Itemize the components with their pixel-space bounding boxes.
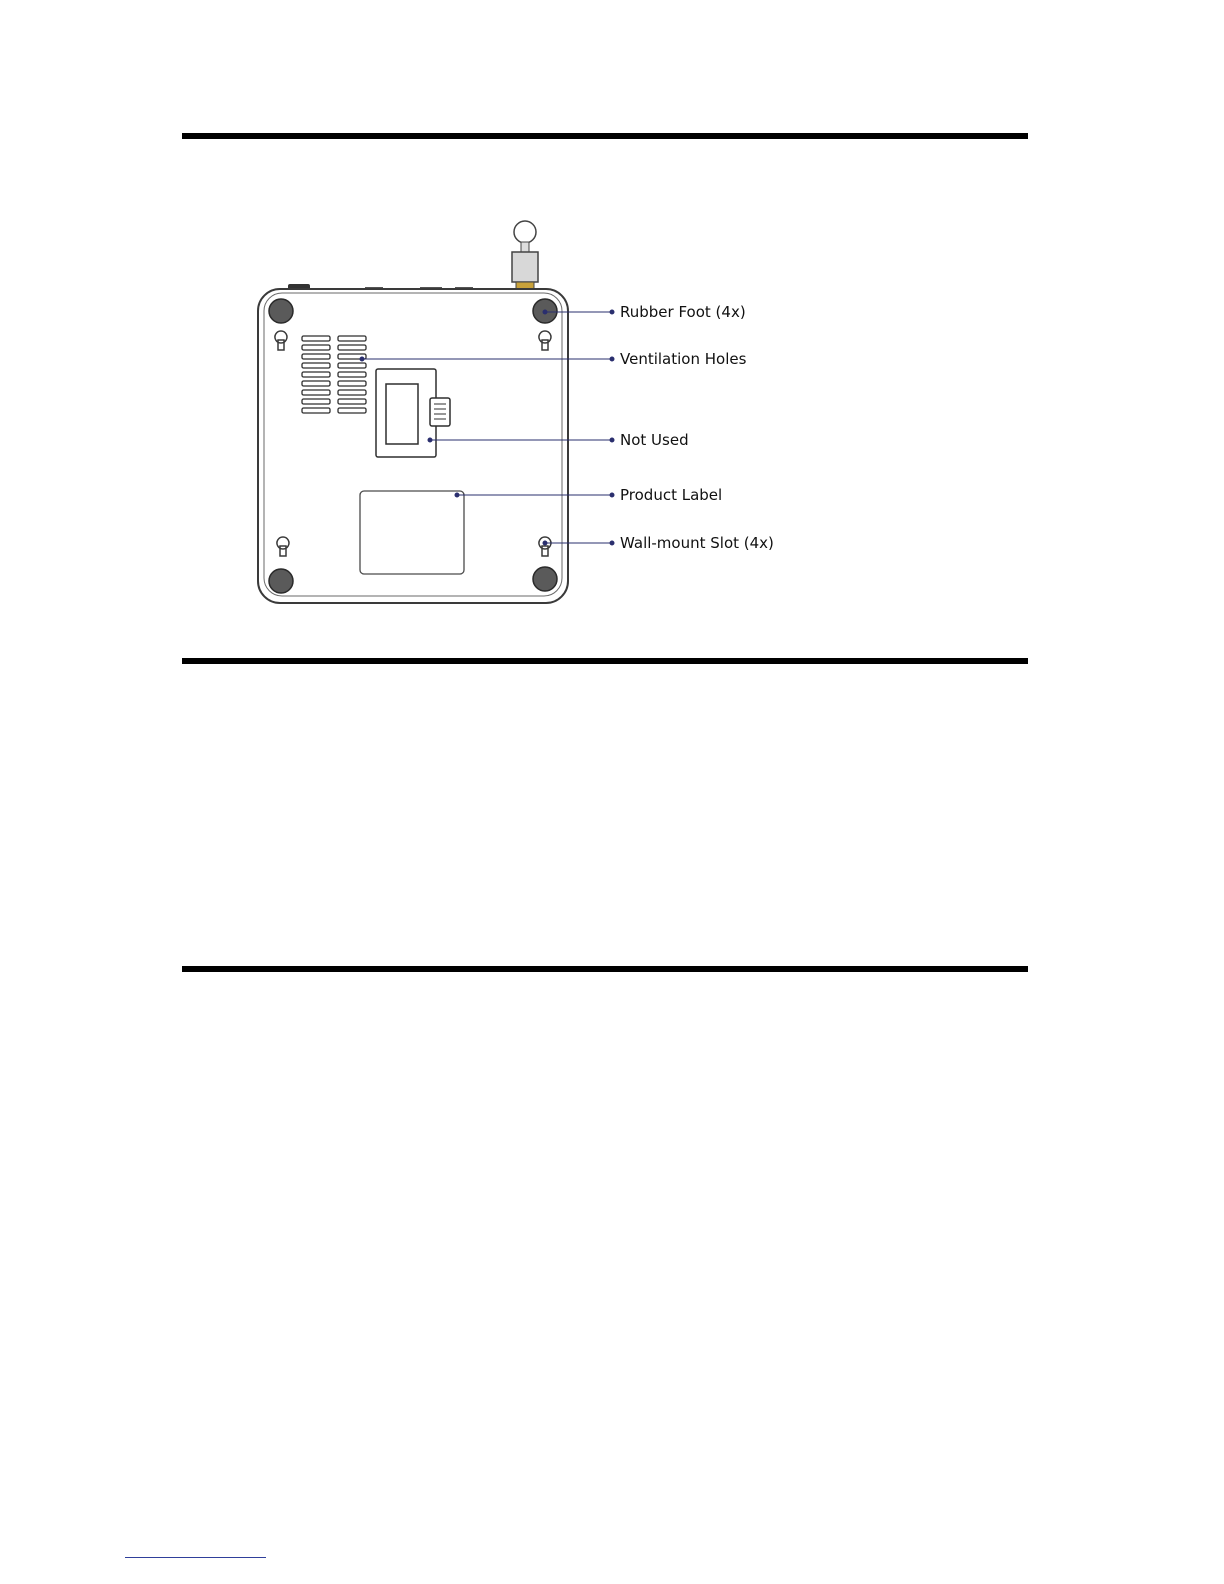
antenna <box>512 221 538 290</box>
footnote-separator <box>125 1557 266 1558</box>
callout-product-label: Product Label <box>620 486 723 504</box>
callout-ventilation-holes: Ventilation Holes <box>620 350 747 368</box>
rubber-foot <box>533 567 557 591</box>
callout-wall-mount-slot: Wall-mount Slot (4x) <box>620 534 774 552</box>
section-rule-bottom <box>182 966 1028 972</box>
product-label-area <box>360 491 464 574</box>
rubber-foot <box>269 569 293 593</box>
device-bottom-view-figure <box>240 210 840 610</box>
callout-rubber-foot: Rubber Foot (4x) <box>620 303 746 321</box>
section-rule-top <box>182 133 1028 139</box>
callout-not-used: Not Used <box>620 431 689 449</box>
section-rule-middle <box>182 658 1028 664</box>
rubber-foot <box>269 299 293 323</box>
